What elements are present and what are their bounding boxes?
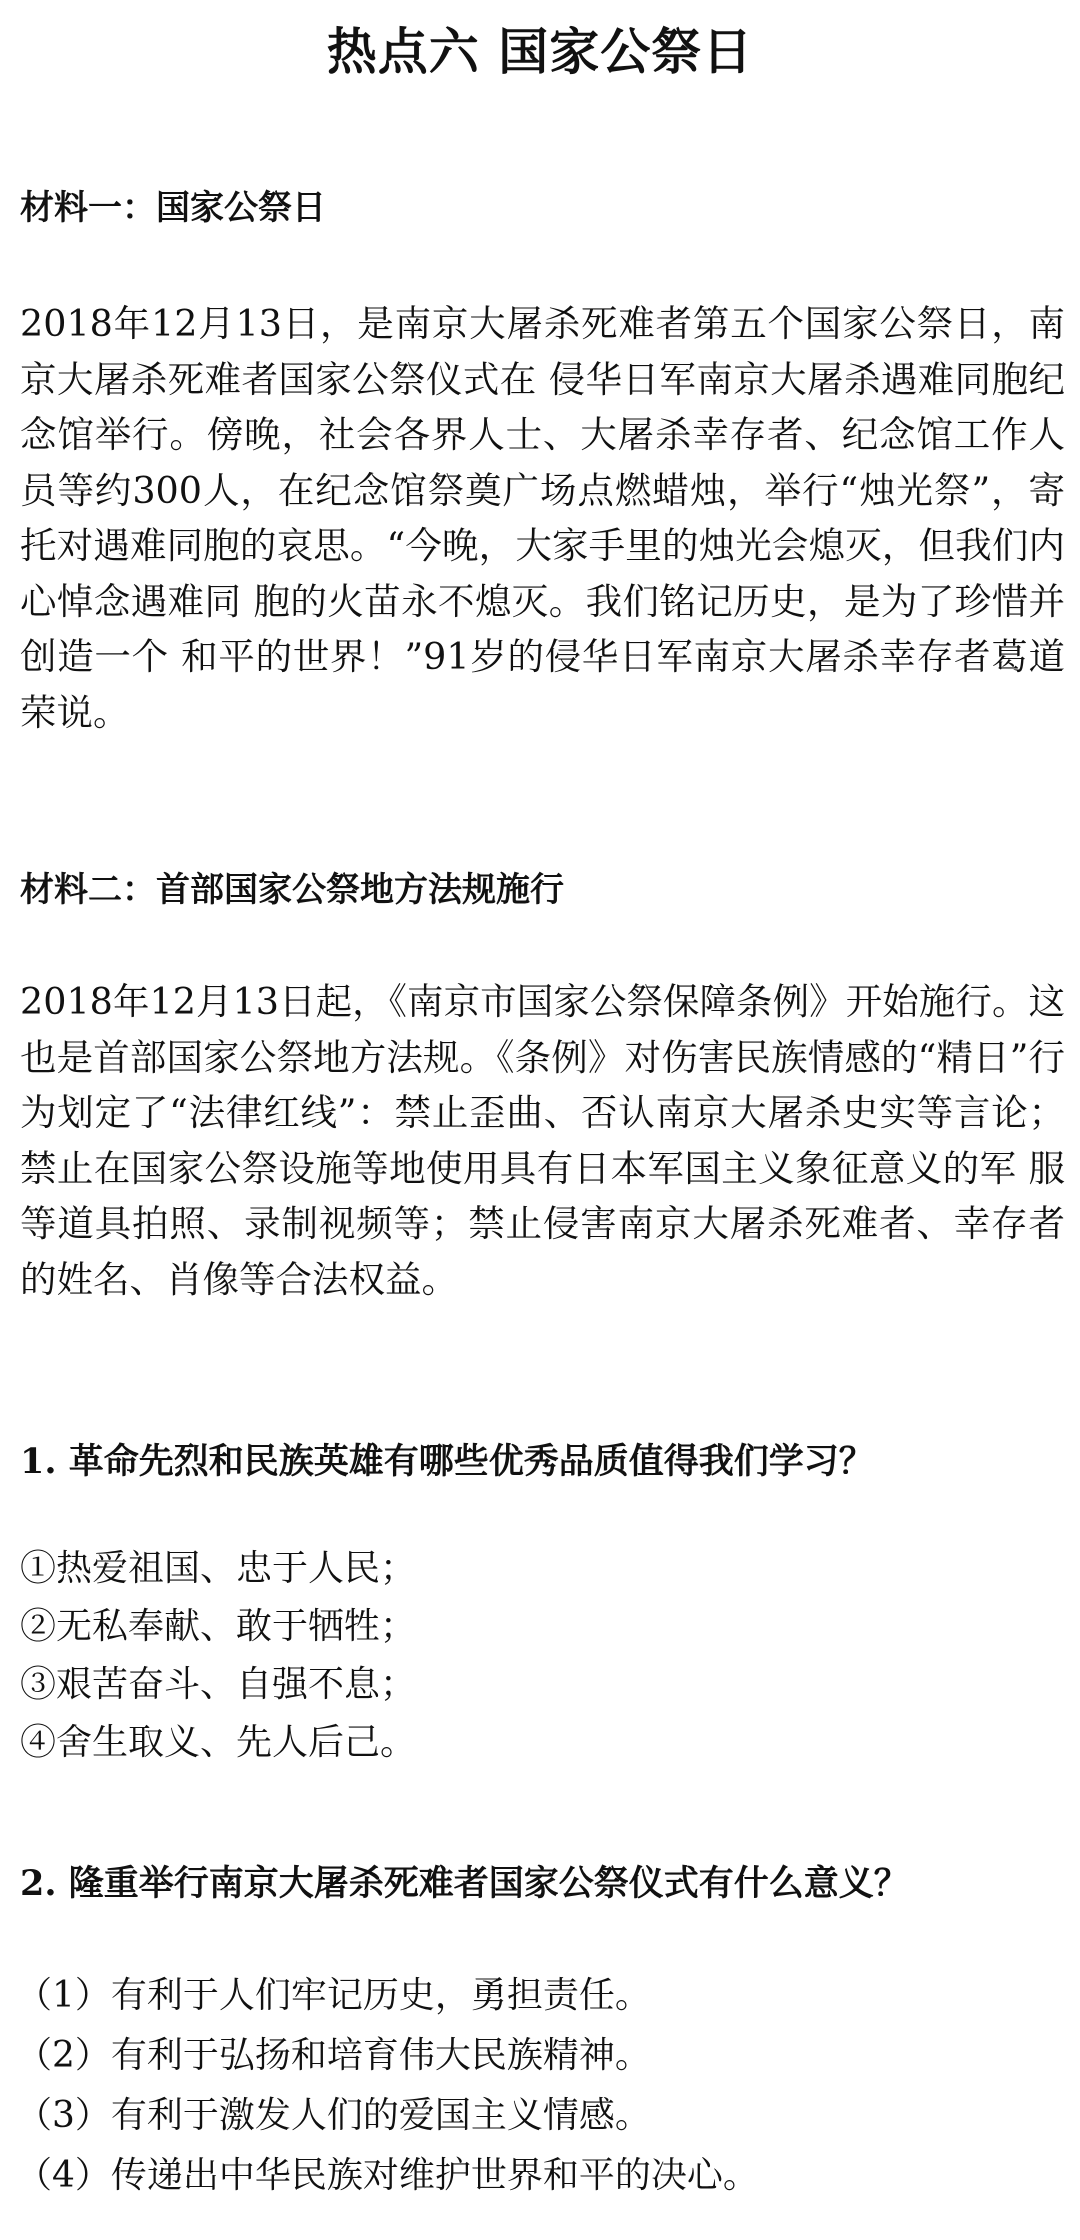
page-title: 热点六 国家公祭日	[326, 22, 754, 81]
answer-item: （4）传递出中华民族对维护世界和平的决心。	[16, 2155, 759, 2196]
material-2-paragraph: 2018年12月13日起，《南京市国家公祭保障条例》开始施行。这也是首部国家公祭地方法规。《条例》对伤害民族情感的“精日”行为划定了“法律红线”：禁止歪曲、否认南京大屠杀史实等言论；禁止在国家公祭设施等地使用具有日本军国主义象征意义的军 服等道具拍照、录制视频等；禁止侵害南京大屠杀死难者、幸存者的姓名、肖像等合法权益。	[20, 980, 1065, 1301]
question-2-title: 2. 隆重举行南京大屠杀死难者国家公祭仪式有什么意义？	[20, 1863, 909, 1904]
answer-item: （1）有利于人们牢记历史，勇担责任。	[16, 1975, 651, 2016]
question-1-title: 1. 革命先烈和民族英雄有哪些优秀品质值得我们学习？	[20, 1441, 874, 1482]
answer-item: ③艰苦奋斗、自强不息；	[20, 1664, 417, 1705]
question-2-answer-list	[16, 1966, 759, 2206]
material-1-heading: 材料一：国家公祭日	[20, 188, 326, 228]
answer-item: ④舍生取义、先人后己。	[20, 1722, 417, 1763]
material-1-paragraph: 2018年12月13日，是南京大屠杀死难者第五个国家公祭日，南京大屠杀死难者国家公祭仪式在 侵华日军南京大屠杀遇难同胞纪念馆举行。傍晚，社会各界人士、大屠杀幸存者、纪念馆工作人员等约300人，在纪念馆祭奠广场点燃蜡烛，举行“烛光祭”，寄托对遇难同胞的哀思。“今晚，大家手里的烛光会熄灭，但我们内心悼念遇难同 胞的火苗永不熄灭。我们铭记历史，是为了珍惜并创造一个 和平的世界！”91岁的侵华日军南京大屠杀幸存者葛道荣说。	[20, 302, 1065, 734]
answer-item: ②无私奉献、敢于牺牲；	[20, 1606, 417, 1647]
answer-item: （2）有利于弘扬和培育伟大民族精神。	[16, 2035, 651, 2076]
answer-item: ①热爱祖国、忠于人民；	[20, 1548, 417, 1589]
question-1-answer-list	[20, 1540, 416, 1772]
material-2-heading: 材料二：首部国家公祭地方法规施行	[20, 870, 564, 910]
answer-item: （3）有利于激发人们的爱国主义情感。	[16, 2095, 651, 2136]
